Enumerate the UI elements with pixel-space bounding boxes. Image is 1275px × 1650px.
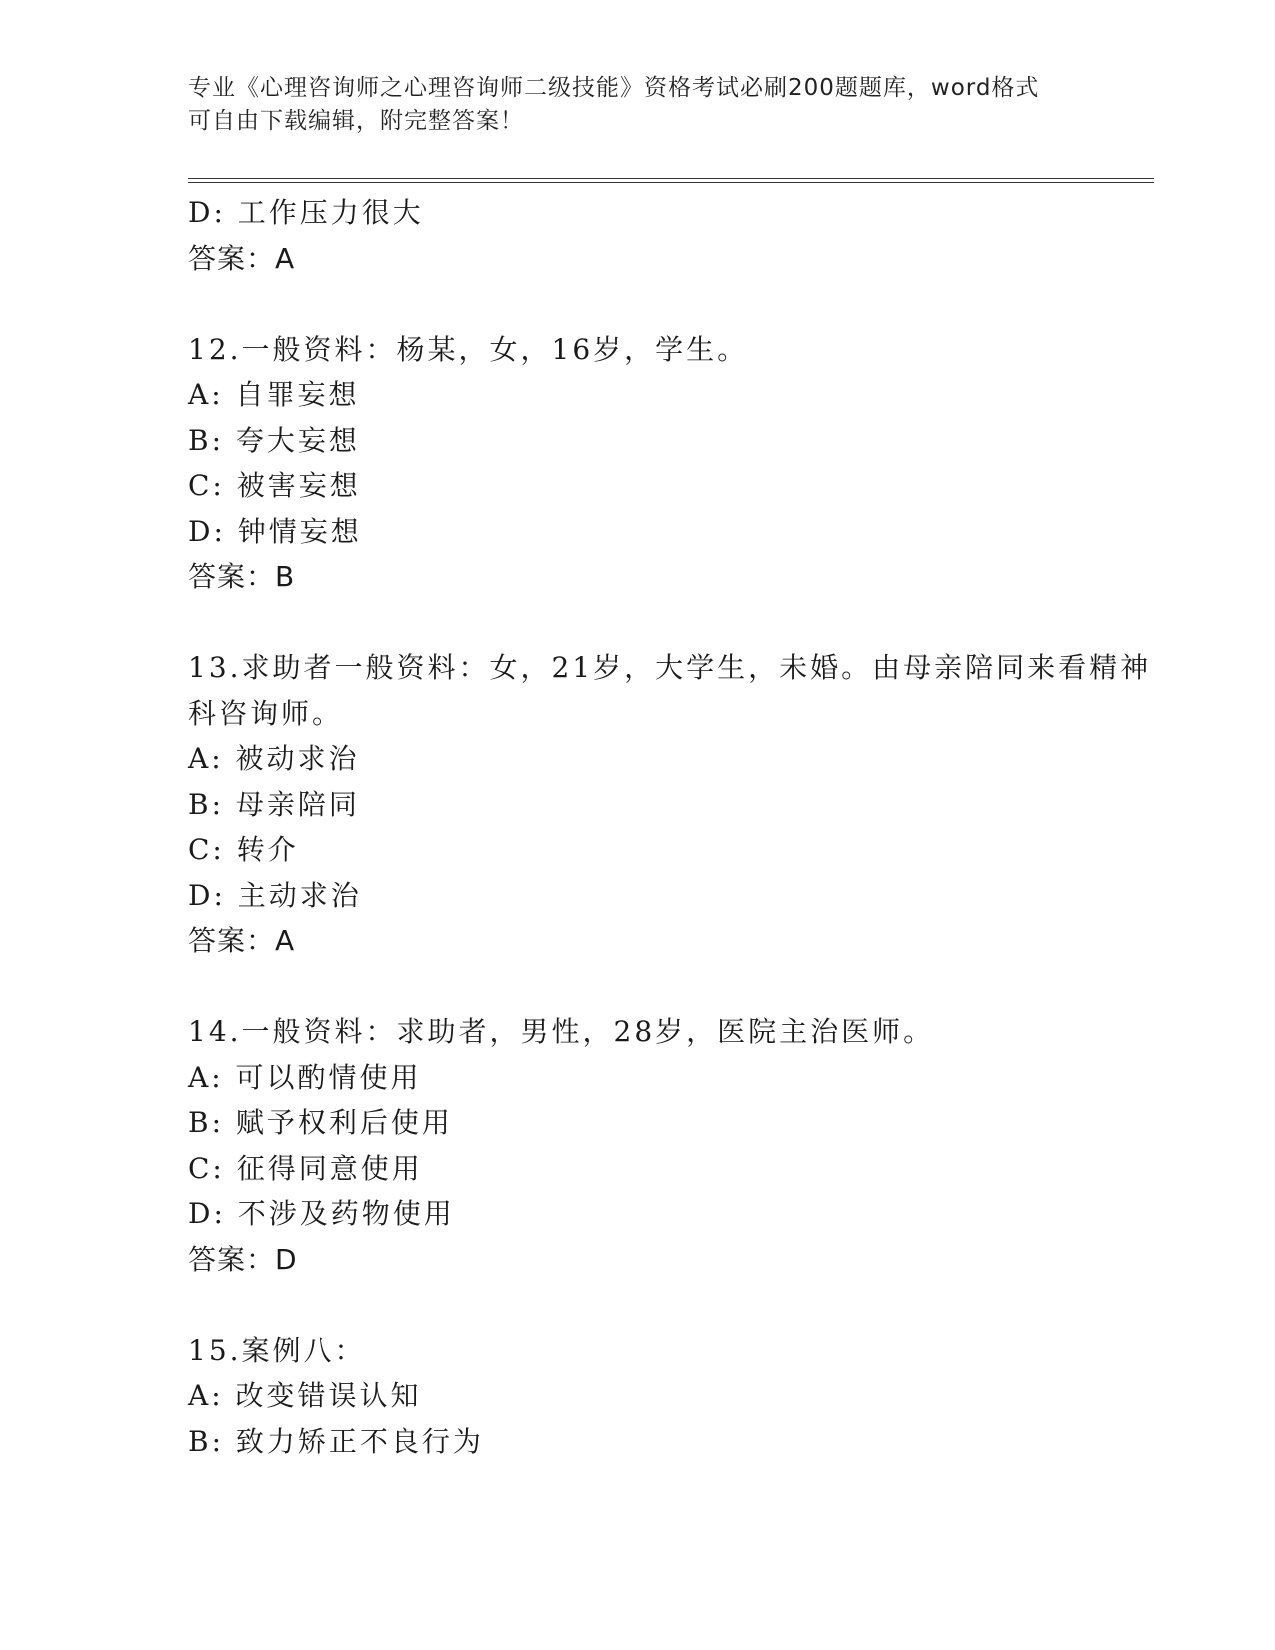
question-stem: 14.一般资料：求助者，男性，28岁，医院主治医师。 [188, 1015, 935, 1048]
answer-line: 答案：A [188, 241, 296, 275]
header-divider [188, 178, 1154, 183]
option-b: B: 致力矫正不良行为 [188, 1424, 484, 1458]
spacer [188, 964, 1088, 1010]
option-a: A: 被动求治 [188, 742, 360, 775]
option-d: D: 工作压力很大 [188, 196, 424, 229]
spacer [188, 600, 1088, 646]
answer-line: 答案：D [188, 1242, 298, 1276]
option-b: B: 赋予权利后使用 [188, 1106, 453, 1139]
spacer [188, 1282, 1088, 1328]
question-stem: 15.案例八： [188, 1333, 366, 1367]
page-header [188, 72, 1088, 138]
option-d: D: 主动求治 [188, 878, 362, 912]
option-b: B: 母亲陪同 [188, 787, 360, 821]
question-stem-continued: 科咨询师。 [188, 696, 344, 730]
option-c: C: 转介 [188, 833, 299, 866]
answer-line: 答案：B [188, 560, 296, 593]
option-a: A: 改变错误认知 [188, 1379, 422, 1412]
option-c: C: 征得同意使用 [188, 1151, 423, 1185]
option-a: A: 自罪妄想 [188, 378, 360, 411]
question-list [188, 190, 1152, 1464]
option-c: C: 被害妄想 [188, 469, 361, 502]
option-d: D: 钟情妄想 [188, 514, 362, 548]
question-stem: 13.求助者一般资料：女，21岁，大学生，未婚。由母亲陪同来看精神 [188, 651, 1152, 684]
header-line-2: 可自由下载编辑，附完整答案！ [188, 108, 524, 134]
option-d: D: 不涉及药物使用 [188, 1197, 455, 1230]
option-b: B: 夸大妄想 [188, 423, 360, 457]
option-a: A: 可以酌情使用 [188, 1060, 422, 1094]
answer-line: 答案：A [188, 924, 296, 957]
question-stem: 12.一般资料：杨某，女，16岁，学生。 [188, 332, 749, 366]
header-line-1: 专业《心理咨询师之心理咨询师二级技能》资格考试必刷200题题库，word格式 [188, 75, 1040, 101]
spacer [188, 281, 1088, 327]
